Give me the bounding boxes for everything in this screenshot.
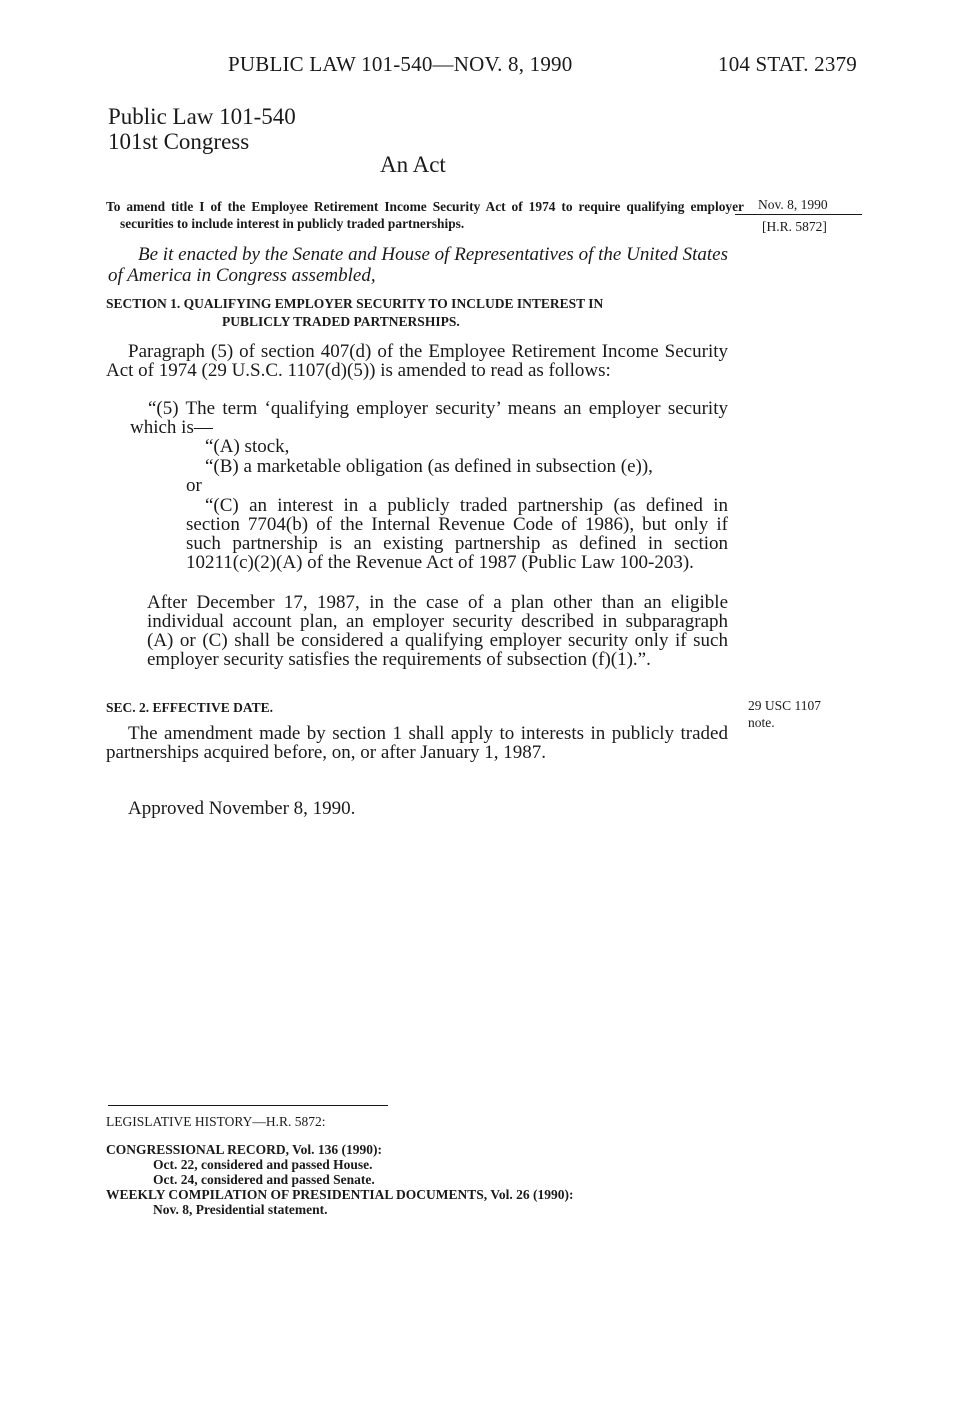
statute-page-number: 104 STAT. 2379	[718, 52, 857, 76]
act-purpose: To amend title I of the Employee Retirement Income Security Act of 1974 to require qualifying employer securities to include interest in publicly traded partnerships.	[106, 199, 744, 231]
margin-bill-number: [H.R. 5872]	[762, 219, 827, 234]
congressional-record: CONGRESSIONAL RECORD, Vol. 136 (1990):	[106, 1142, 383, 1157]
footnote-rule	[108, 1105, 388, 1106]
item-c: “(C) an interest in a publicly traded partnership (as defined in section 7704(b) of the Internal Revenue Code of 1986), but only if such partnership is an existing partnership as defined in section 10211(c)(2)(A) of the Revenue Act of 1987 (Public Law 100-203).	[186, 495, 728, 573]
record-item-senate: Oct. 24, considered and passed Senate.	[153, 1172, 375, 1187]
legislative-history-title: LEGISLATIVE HISTORY—H.R. 5872:	[106, 1114, 326, 1129]
section-2-heading: SEC. 2. EFFECTIVE DATE.	[106, 700, 274, 715]
public-law-number: Public Law 101-540	[108, 104, 296, 129]
margin-usc-note: note.	[748, 715, 775, 730]
after-date-provision: After December 17, 1987, in the case of a plan other than an eligible individual account plan, an employer security described in subparagraph (A) or (C) shall be considered a qualifying employer security only if such employer security satisfies the requirements of subsection (f)(1).”.	[147, 592, 728, 670]
congress-label: 101st Congress	[108, 129, 250, 154]
weekly-item-statement: Nov. 8, Presidential statement.	[153, 1202, 328, 1217]
section-1-intro: Paragraph (5) of section 407(d) of the Employee Retirement Income Security Act of 1974 (29 U.S.C. 1107(d)(5)) is amended to read as follows:	[106, 341, 728, 381]
section-1-heading: SECTION 1. QUALIFYING EMPLOYER SECURITY TO INCLUDE INTEREST IN	[106, 296, 604, 311]
margin-date: Nov. 8, 1990	[758, 197, 828, 212]
section-1-heading-cont: PUBLICLY TRADED PARTNERSHIPS.	[222, 314, 460, 329]
item-a: “(A) stock,	[205, 436, 290, 457]
act-title: An Act	[380, 152, 446, 177]
running-header-title: PUBLIC LAW 101-540—NOV. 8, 1990	[228, 52, 573, 76]
item-b: “(B) a marketable obligation (as defined in subsection (e)),	[205, 456, 653, 477]
quoted-paragraph-5: “(5) The term ‘qualifying employer security’ means an employer security which is—	[130, 398, 728, 438]
enacting-clause: Be it enacted by the Senate and House of Representatives of the United States of America in Congress assembled,	[108, 244, 728, 286]
margin-divider	[735, 214, 862, 215]
item-b-or: or	[186, 475, 202, 496]
weekly-compilation: WEEKLY COMPILATION OF PRESIDENTIAL DOCUMENTS, Vol. 26 (1990):	[106, 1187, 574, 1202]
section-2-text: The amendment made by section 1 shall apply to interests in publicly traded partnerships acquired before, on, or after January 1, 1987.	[106, 723, 728, 763]
margin-usc-citation: 29 USC 1107	[748, 698, 822, 713]
approval-date: Approved November 8, 1990.	[128, 798, 356, 819]
record-item-house: Oct. 22, considered and passed House.	[153, 1157, 373, 1172]
